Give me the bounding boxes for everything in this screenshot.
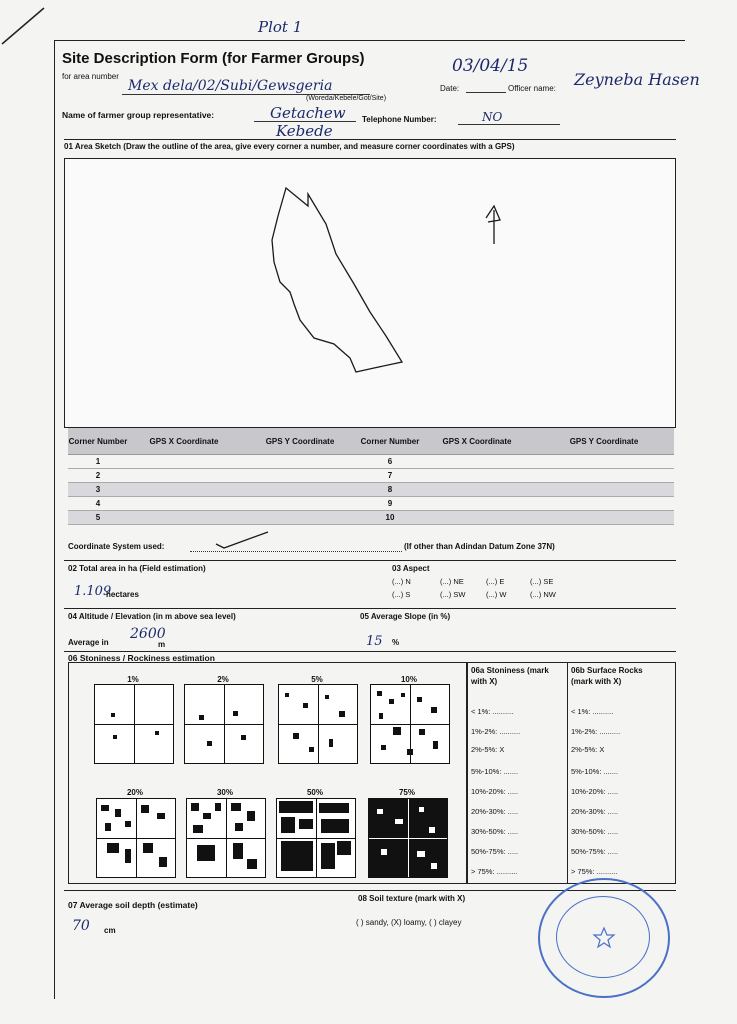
pattern-1pct	[94, 684, 174, 764]
total-area-unit: hectares	[106, 590, 139, 599]
rocks-b-row[interactable]: 50%-75%: .....	[571, 847, 619, 856]
aspect-e[interactable]: (...) E	[486, 577, 505, 586]
pattern-label-4: 10%	[400, 675, 417, 684]
total-area-value: 1.109	[74, 584, 112, 599]
aspect-s[interactable]: (...) S	[392, 590, 411, 599]
soil-depth-unit: cm	[104, 926, 116, 935]
stoniness-a-row[interactable]: 20%-30%: .....	[471, 807, 519, 816]
stoniness-a-row[interactable]: 50%-75%: .....	[471, 847, 519, 856]
slope-unit: %	[392, 638, 400, 647]
pattern-75pct	[368, 798, 448, 878]
stoniness-label: 06 Stoniness / Rockiness estimation	[68, 653, 215, 663]
officer-value: Zeyneba Hasen	[574, 70, 700, 89]
rocks-b-row[interactable]: > 75%: ..........	[571, 867, 618, 876]
area-number-value: Mex dela/02/Subi/Gewsgeria	[128, 78, 333, 94]
stoniness-a-row[interactable]: 2%-5%: X	[471, 745, 505, 754]
gps-table	[68, 428, 674, 525]
aspect-nw[interactable]: (...) NW	[530, 590, 556, 599]
altitude-unit: m	[158, 640, 166, 649]
col-corner-left: Corner Number	[68, 428, 128, 455]
col-x-left: GPS X Coordinate	[128, 428, 240, 455]
plot-note: Plot 1	[258, 18, 303, 36]
altitude-label: 04 Altitude / Elevation (in m above sea level)	[68, 612, 236, 621]
soil-texture-options[interactable]: ( ) sandy, (X) loamy, ( ) clayey	[356, 918, 462, 927]
pattern-50pct	[276, 798, 356, 878]
pattern-2pct	[184, 684, 264, 764]
slope-label: 05 Average Slope (in %)	[360, 612, 451, 621]
pattern-label-8: 75%	[398, 788, 415, 797]
area-sketch-label: 01 Area Sketch (Draw the outline of the area, give every corner a number, and measure corner coordinates with a GPS)	[64, 142, 515, 151]
area-number-label: for area number	[62, 72, 119, 81]
altitude-avg-label: Average in	[68, 638, 109, 647]
pattern-label-7: 50%	[306, 788, 323, 797]
area-hint: (Woreda/Kebele/Got/Site)	[306, 95, 387, 102]
col-x-right: GPS X Coordinate	[420, 428, 534, 455]
aspect-sw[interactable]: (...) SW	[440, 590, 466, 599]
table-row: 5 10	[68, 511, 674, 525]
aspect-label: 03 Aspect	[392, 564, 430, 573]
pattern-10pct	[370, 684, 450, 764]
date-label: Date:	[440, 84, 460, 93]
soil-depth-value: 70	[72, 918, 90, 934]
table-row: 1 6	[68, 455, 674, 469]
col-y-left: GPS Y Coordinate	[240, 428, 360, 455]
form-title: Site Description Form (for Farmer Groups)	[62, 50, 365, 67]
phone-value: NO	[482, 110, 503, 124]
area-sketch-drawing	[64, 158, 674, 426]
rocks-b-row[interactable]: 1%-2%: ..........	[571, 727, 621, 736]
pattern-label-5: 20%	[126, 788, 143, 797]
pattern-20pct	[96, 798, 176, 878]
rocks-b-row[interactable]: 5%-10%: .......	[571, 767, 619, 776]
stoniness-table	[466, 662, 676, 884]
soil-depth-label: 07 Average soil depth (estimate)	[68, 900, 198, 910]
pattern-30pct	[186, 798, 266, 878]
pattern-label-6: 30%	[216, 788, 233, 797]
officer-label: Officer name:	[508, 84, 556, 93]
rep-label: Name of farmer group representative:	[62, 110, 215, 120]
date-value: 03/04/15	[452, 56, 529, 76]
pattern-label-3: 5%	[311, 675, 323, 684]
aspect-ne[interactable]: (...) NE	[440, 577, 464, 586]
coord-system-hint: (If other than Adindan Datum Zone 37N)	[404, 542, 555, 551]
stoniness-a-row[interactable]: < 1%: ..........	[471, 707, 514, 716]
table-row: 4 9	[68, 497, 674, 511]
stoniness-col-a-title: 06a Stoniness (mark with X)	[471, 666, 549, 686]
aspect-w[interactable]: (...) W	[486, 590, 507, 599]
stoniness-col-b-title: 06b Surface Rocks (mark with X)	[571, 666, 643, 686]
rocks-b-row[interactable]: 30%-50%: .....	[571, 827, 619, 836]
rocks-b-row[interactable]: 10%-20%: .....	[571, 787, 619, 796]
stoniness-a-row[interactable]: > 75%: ..........	[471, 867, 518, 876]
stoniness-a-row[interactable]: 30%-50%: .....	[471, 827, 519, 836]
pattern-label-1: 1%	[127, 675, 139, 684]
rep-value-2: Kebede	[276, 122, 333, 140]
aspect-se[interactable]: (...) SE	[530, 577, 554, 586]
stoniness-col-a	[467, 663, 568, 883]
stoniness-a-row[interactable]: 10%-20%: .....	[471, 787, 519, 796]
coord-system-label: Coordinate System used:	[68, 542, 165, 551]
slope-value: 15	[366, 634, 383, 649]
table-row: 3 8	[68, 483, 674, 497]
stoniness-col-b	[567, 663, 667, 876]
total-area-label: 02 Total area in ha (Field estimation)	[68, 564, 206, 573]
pattern-label-2: 2%	[217, 675, 229, 684]
table-row: 2 7	[68, 469, 674, 483]
pattern-5pct	[278, 684, 358, 764]
checkmark	[212, 528, 272, 552]
stoniness-a-row[interactable]: 5%-10%: .......	[471, 767, 519, 776]
rocks-b-row[interactable]: 2%-5%: X	[571, 745, 605, 754]
altitude-value: 2600	[130, 626, 166, 642]
rocks-b-row[interactable]: < 1%: ..........	[571, 707, 614, 716]
aspect-n[interactable]: (...) N	[392, 577, 411, 586]
col-corner-right: Corner Number	[360, 428, 420, 455]
soil-texture-label: 08 Soil texture (mark with X)	[358, 894, 466, 903]
rocks-b-row[interactable]: 20%-30%: .....	[571, 807, 619, 816]
phone-label: Telephone Number:	[362, 115, 437, 124]
corner-mark	[0, 0, 60, 50]
col-y-right: GPS Y Coordinate	[534, 428, 674, 455]
stamp-star-icon	[592, 926, 616, 950]
stoniness-a-row[interactable]: 1%-2%: ..........	[471, 727, 521, 736]
rep-value-1: Getachew	[270, 104, 346, 122]
